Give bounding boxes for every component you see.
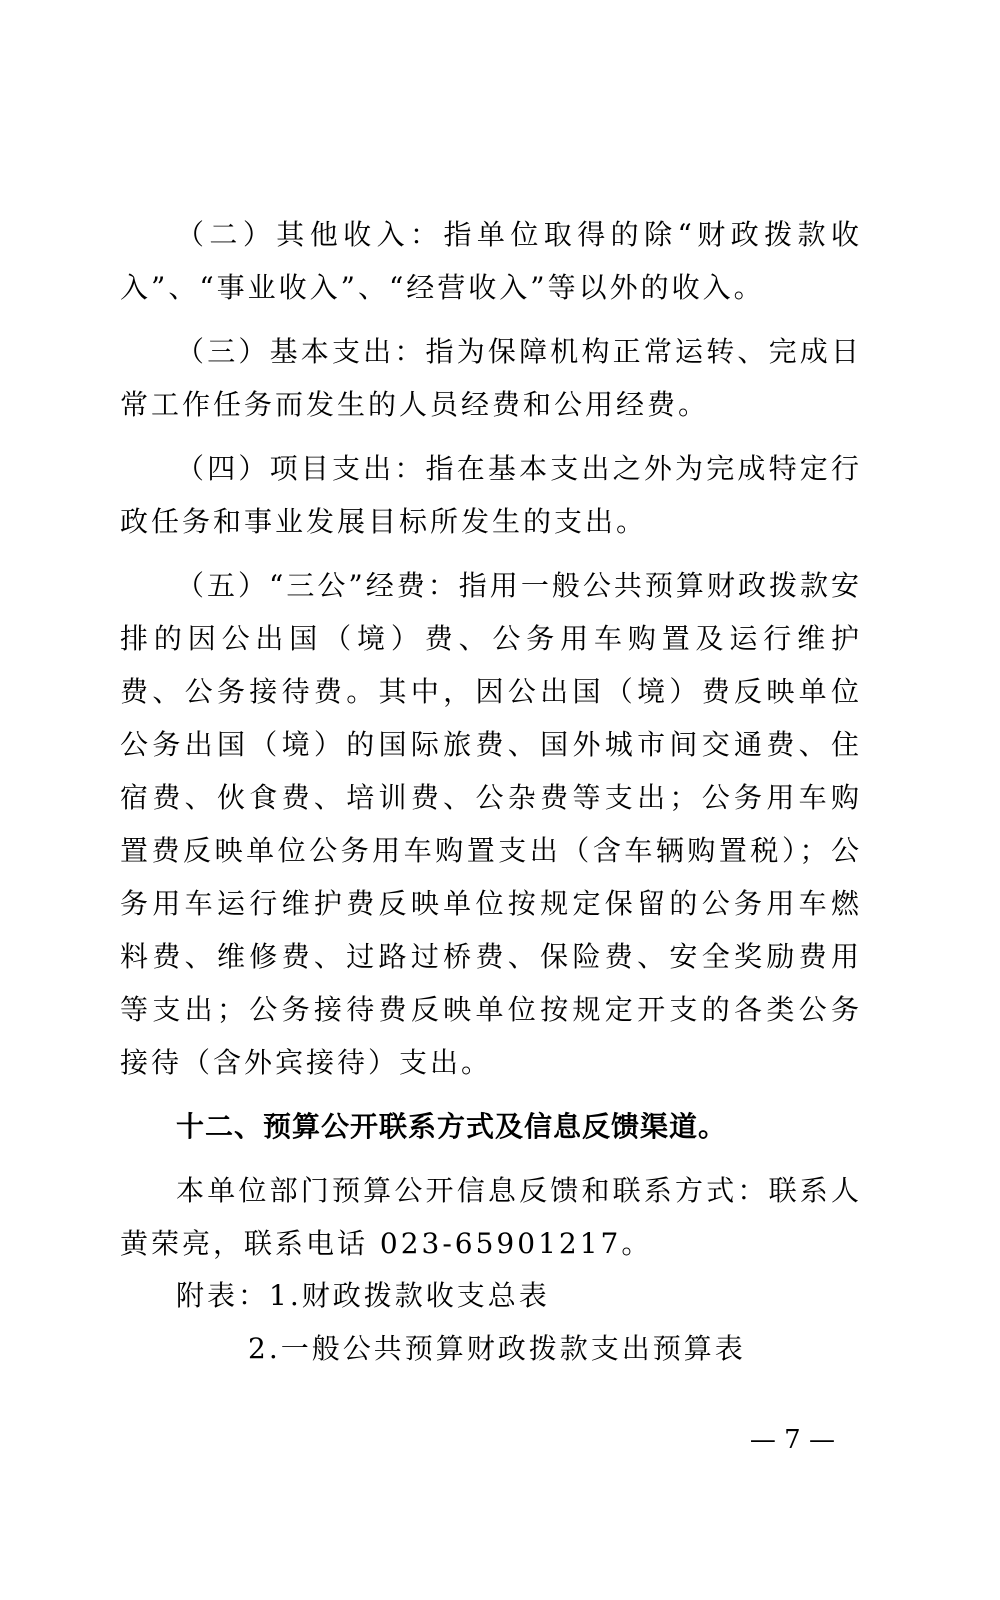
- document-body: [120, 208, 862, 1281]
- attachment-item: 2.一般公共预算财政拨款支出预算表: [248, 1332, 746, 1365]
- page-number: — 7 —: [749, 1425, 835, 1455]
- paragraph-basic-expenditure: （三）基本支出：指为保障机构正常运转、完成日常工作任务而发生的人员经费和公用经费。: [120, 335, 862, 421]
- paragraph-other-income: （二）其他收入：指单位取得的除“财政拨款收入”、“事业收入”、“经营收入”等以外的收入。: [120, 218, 862, 304]
- paragraph-three-public-expenses: （五）“三公”经费：指用一般公共预算财政拨款安排的因公出国（境）费、公务用车购置及运行维护费、公务接待费。其中，因公出国（境）费反映单位公务出国（境）的国际旅费、国外城市间交通费、住宿费、伙食费、培训费、公杂费等支出；公务用车购置费反映单位公务用车购置支出（含车辆购置税）；公务用车运行维护费反映单位按规定保留的公务用车燃料费、维修费、过路过桥费、保险费、安全奖励费用等支出；公务接待费反映单位按规定开支的各类公务接待（含外宾接待）支出。: [120, 569, 862, 1079]
- paragraph-contact-info: 本单位部门预算公开信息反馈和联系方式：联系人黄荣亮，联系电话 023-65901217。: [120, 1174, 862, 1260]
- paragraph-project-expenditure: （四）项目支出：指在基本支出之外为完成特定行政任务和事业发展目标所发生的支出。: [120, 452, 862, 538]
- section-heading-contact: 十二、预算公开联系方式及信息反馈渠道。: [176, 1110, 728, 1143]
- attachment-item: 附表：1.财政拨款收支总表: [176, 1279, 550, 1312]
